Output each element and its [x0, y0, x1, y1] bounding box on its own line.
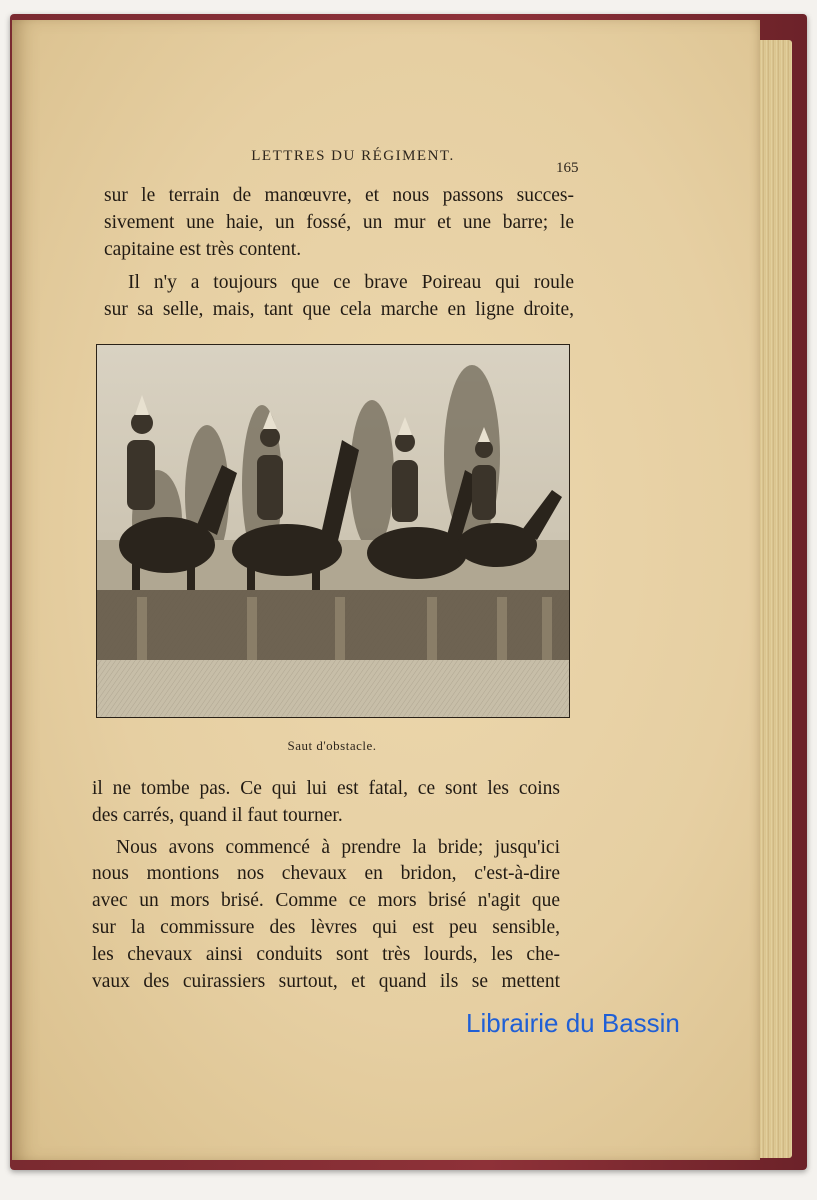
text-line: des carrés, quand il faut tourner.: [92, 804, 343, 826]
top-paragraphs: [104, 183, 574, 324]
bottom-paragraphs: [92, 776, 560, 995]
text-line: les chevaux ainsi conduits sont très lourds, les che-: [92, 943, 560, 965]
watermark-text: Librairie du Bassin: [466, 1008, 680, 1038]
engraving-image: [97, 345, 569, 717]
engraving-cavalry-jump: [96, 344, 570, 718]
text-line: sivement une haie, un fossé, un mur et une barre; le: [104, 211, 574, 233]
text-line: sur sa selle, mais, tant que cela marche en ligne droite,: [104, 299, 574, 321]
illustration-caption: Saut d'obstacle.: [287, 738, 377, 753]
text-line: avec un mors brisé. Comme ce mors brisé n'agit que: [92, 890, 560, 912]
text-line: Nous avons commencé à prendre la bride; jusqu'ici: [116, 836, 560, 858]
text-line: Il n'y a toujours que ce brave Poireau qui roule: [128, 272, 574, 294]
text-line: nous montions nos chevaux en bridon, c'est-à-dire: [92, 863, 560, 885]
text-line: vaux des cuirassiers surtout, et quand ils se mettent: [92, 970, 560, 992]
page-number: 165: [556, 160, 579, 176]
text-line: sur le terrain de manœuvre, et nous passons succes-: [104, 185, 574, 206]
text-line: capitaine est très content.: [104, 238, 302, 260]
text-line: il ne tombe pas. Ce qui lui est fatal, ce sont les coins: [92, 778, 560, 799]
text-line: sur la commissure des lèvres qui est peu sensible,: [92, 916, 560, 938]
running-head: LETTRES DU RÉGIMENT.: [251, 148, 455, 164]
